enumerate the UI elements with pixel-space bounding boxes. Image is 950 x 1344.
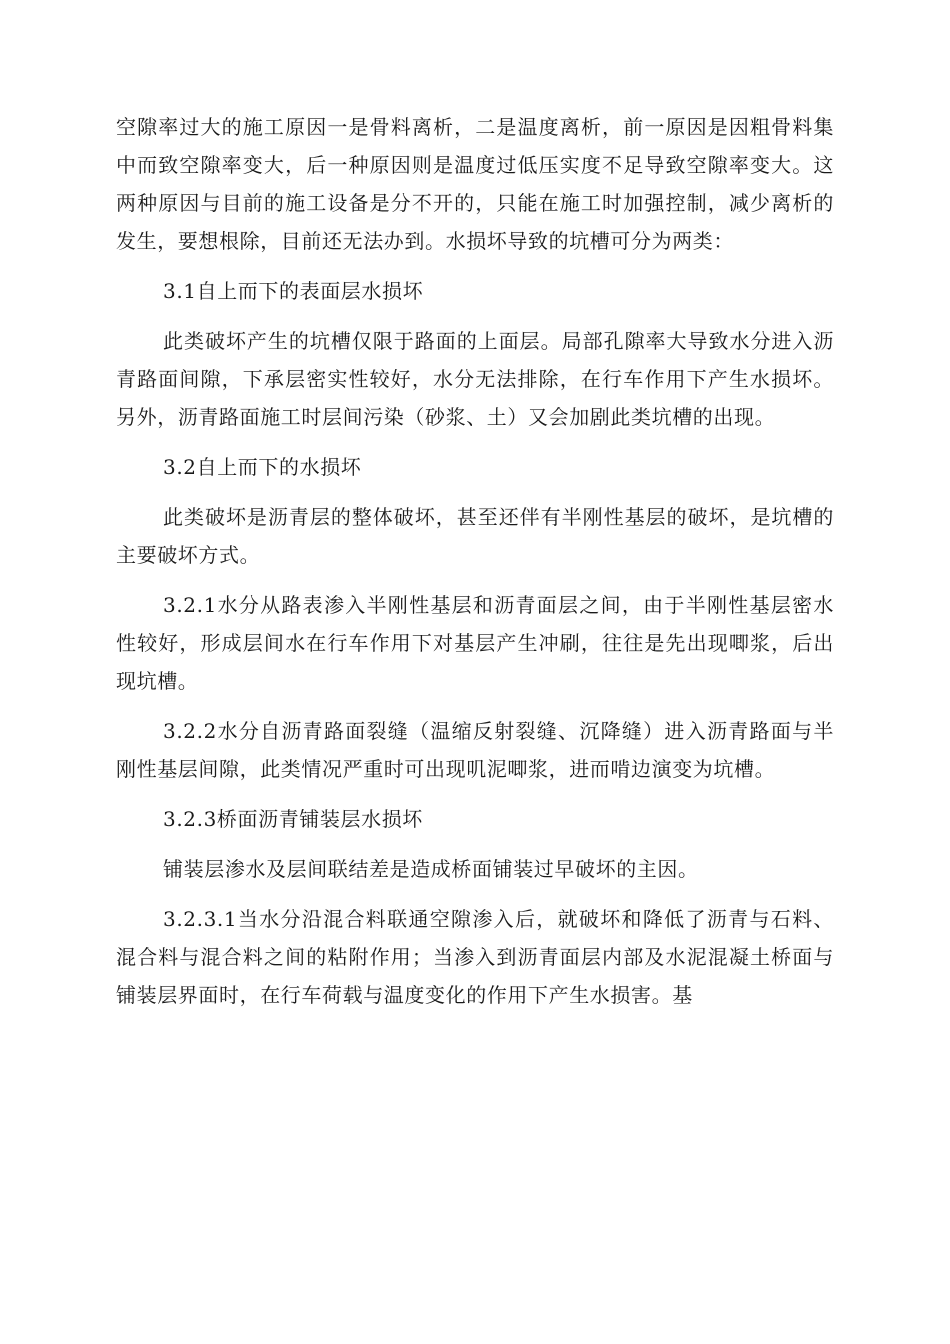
section-heading-3-2: 3.2自上而下的水损坏 (163, 455, 362, 479)
paragraph-3-2-1: 3.2.1水分从路表渗入半刚性基层和沥青面层之间，由于半刚性基层密水性较好，形成层间水在行车作用下对基层产生冲刷，往往是先出现唧浆，后出现坑槽。 (116, 593, 834, 693)
section-heading-3-2-3: 3.2.3桥面沥青铺装层水损坏 (163, 807, 423, 831)
paragraph-3-2-3-body: 铺装层渗水及层间联结差是造成桥面铺装过早破坏的主因。 (163, 857, 699, 881)
paragraph-3-2-body: 此类破坏是沥青层的整体破坏，甚至还伴有半刚性基层的破坏，是坑槽的主要破坏方式。 (116, 505, 834, 567)
document-body (116, 108, 834, 1026)
section-heading-3-1: 3.1自上而下的表面层水损坏 (163, 279, 424, 303)
paragraph-continuation: 空隙率过大的施工原因一是骨料离析，二是温度离析，前一原因是因粗骨料集中而致空隙率变大，后一种原因则是温度过低压实度不足导致空隙率变大。这两种原因与目前的施工设备是分不开的，只能在施工时加强控制，减少离析的发生，要想根除，目前还无法办到。水损坏导致的坑槽可分为两类： (116, 115, 834, 253)
paragraph-3-2-3-1: 3.2.3.1当水分沿混合料联通空隙渗入后，就破坏和降低了沥青与石料、混合料与混合料之间的粘附作用；当渗入到沥青面层内部及水泥混凝土桥面与铺装层界面时，在行车荷载与温度变化的作用下产生水损害。基 (116, 907, 834, 1007)
paragraph-3-2-2: 3.2.2水分自沥青路面裂缝（温缩反射裂缝、沉降缝）进入沥青路面与半刚性基层间隙，此类情况严重时可出现叽泥唧浆，进而啃边演变为坑槽。 (116, 719, 834, 781)
paragraph-3-1-body: 此类破坏产生的坑槽仅限于路面的上面层。局部孔隙率大导致水分进入沥青路面间隙，下承层密实性较好，水分无法排除，在行车作用下产生水损坏。另外，沥青路面施工时层间污染（砂浆、土）又会加剧此类坑槽的出现。 (116, 329, 834, 429)
